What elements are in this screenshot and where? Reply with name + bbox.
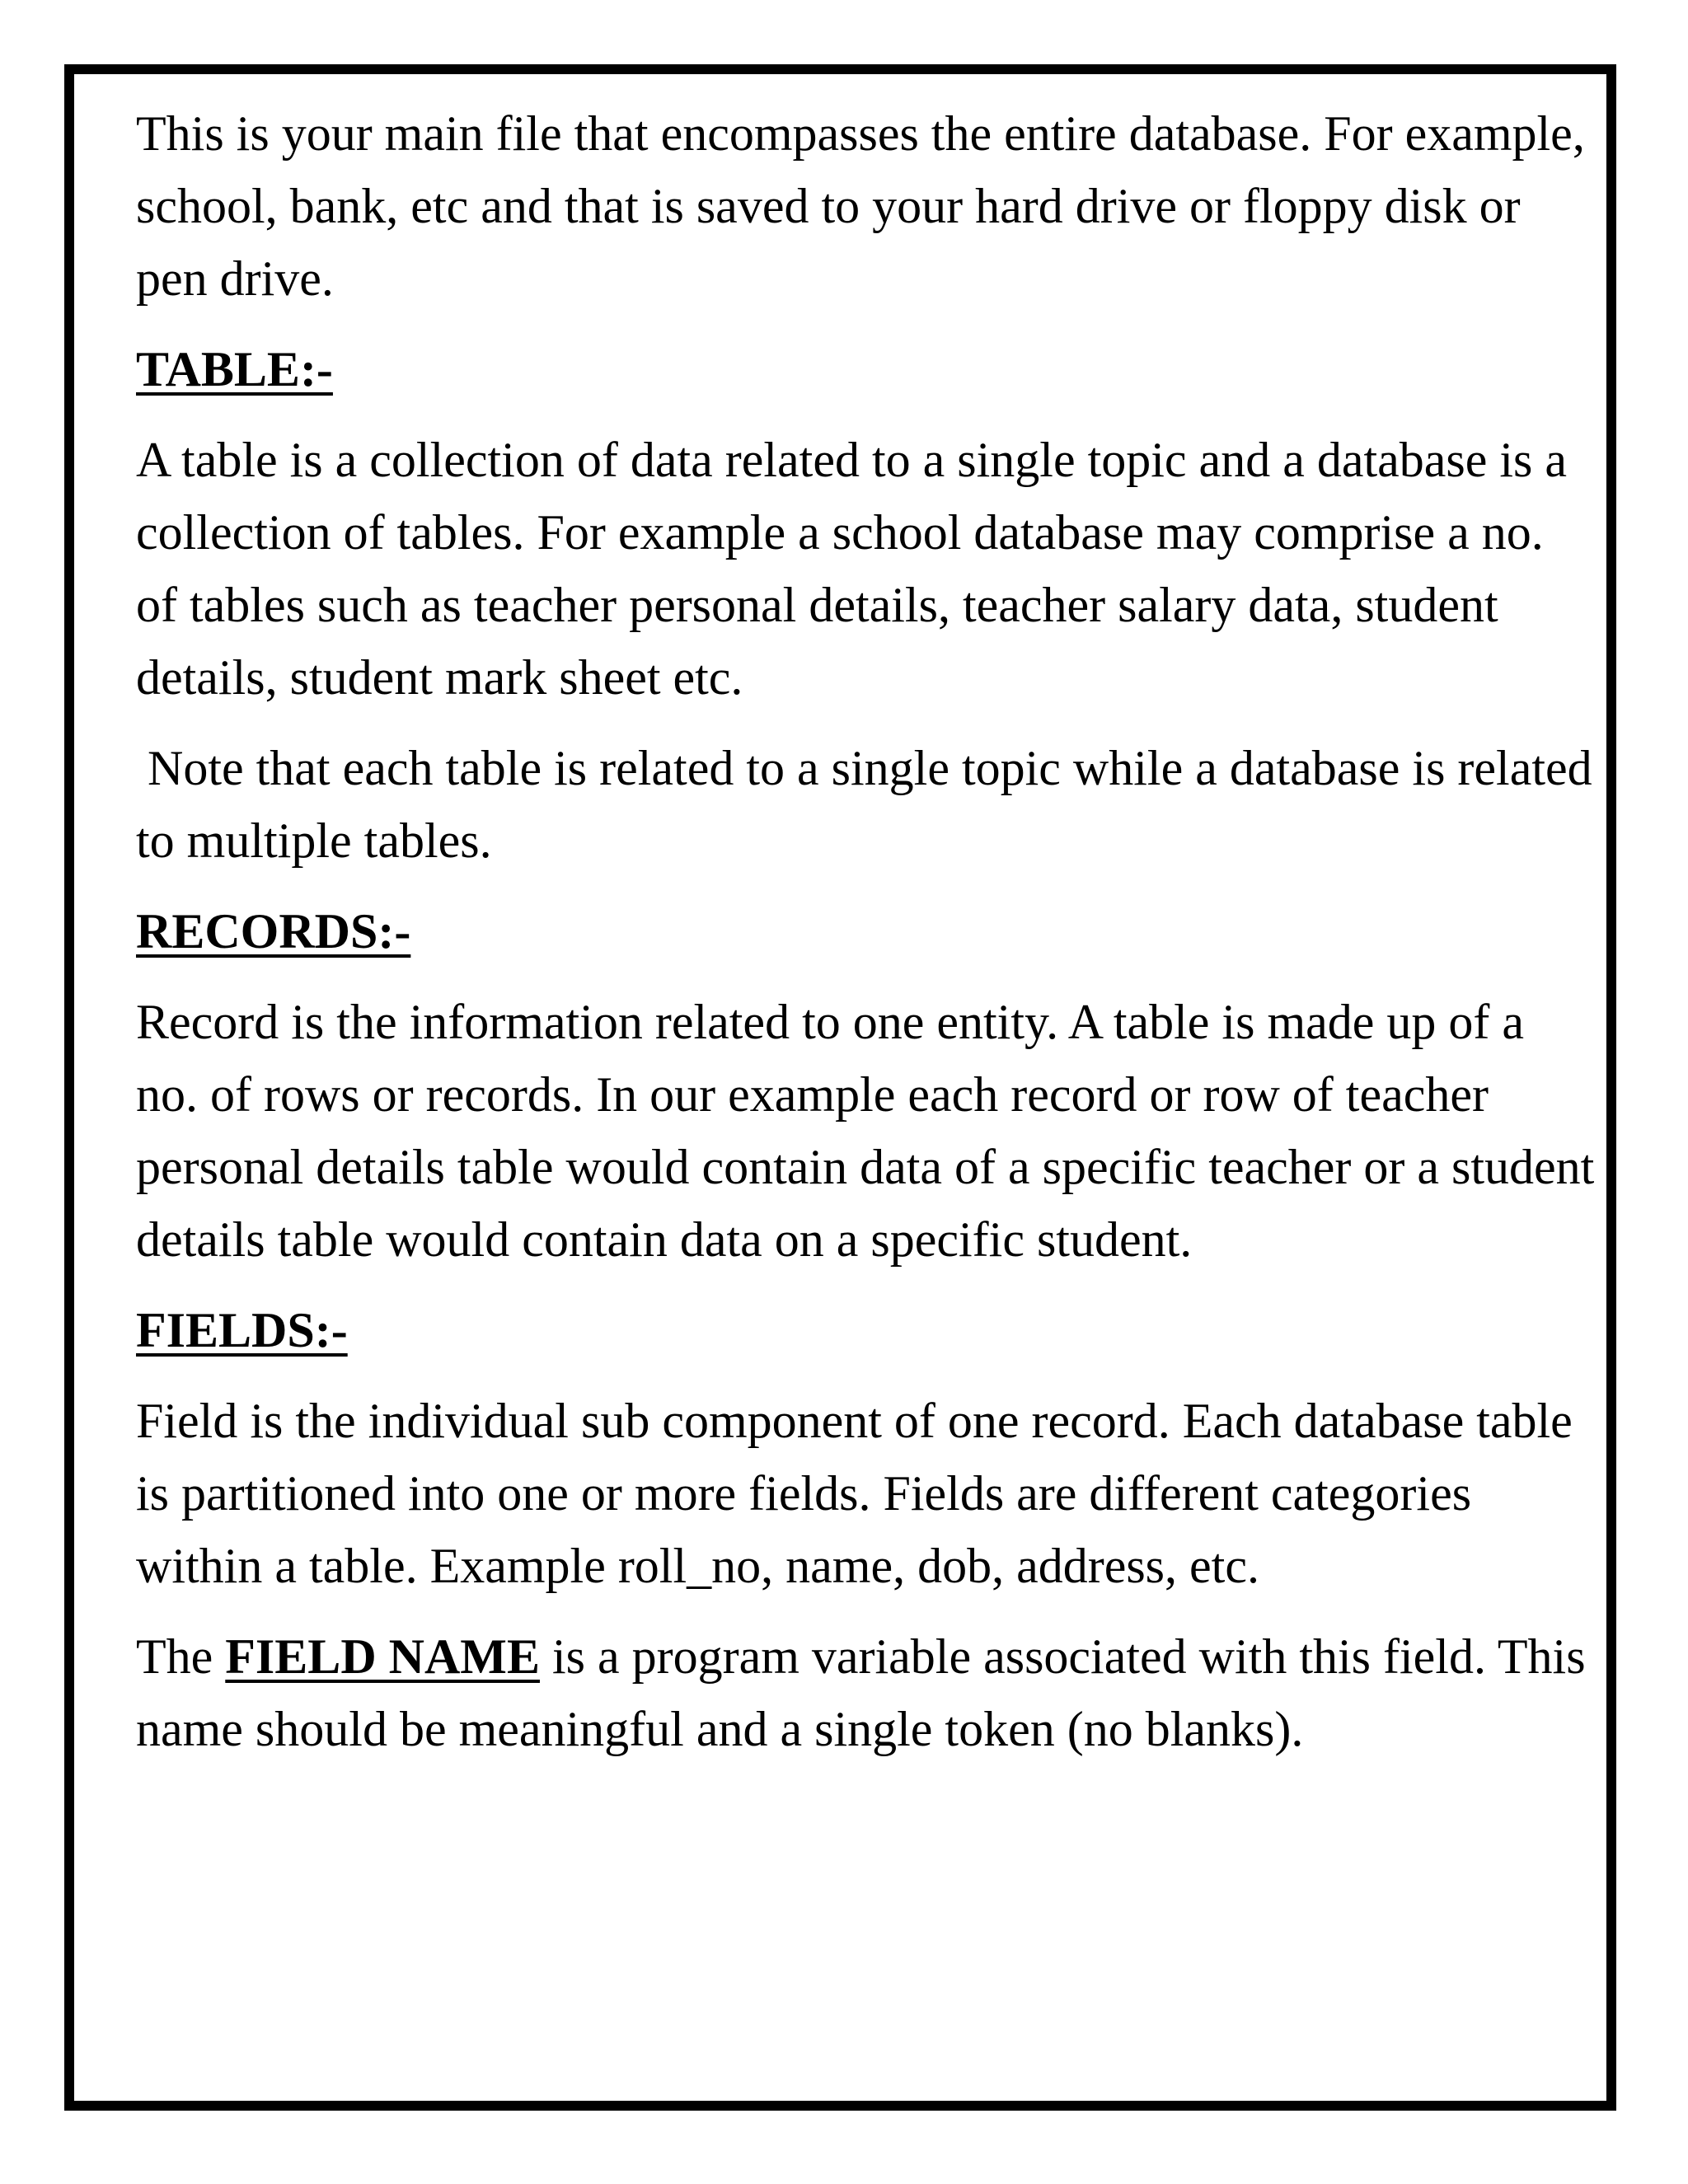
fields-heading: FIELDS:- [136, 1303, 348, 1357]
table-heading: TABLE:- [136, 342, 333, 396]
field-name-paragraph [136, 1620, 1595, 1765]
fields-paragraph: Field is the individual sub component of one record. Each database table is partitioned into one or more fields. Fields are different categories within a table. Example roll_no, name, dob, address, etc. [136, 1394, 1573, 1593]
field-name-suffix: is a program variable associated with this field. This name should be meaningful and a single token (no blanks). [136, 1629, 1586, 1756]
table-note-paragraph: Note that each table is related to a single topic while a database is related to multiple tables. [136, 741, 1592, 868]
table-paragraph: A table is a collection of data related to a single topic and a database is a collection of tables. For example a school database may comprise a no. of tables such as teacher personal details, teacher salary data, student details, student mark sheet etc. [136, 433, 1568, 705]
intro-paragraph: This is your main file that encompasses the entire database. For example, school, bank, etc and that is saved to your hard drive or floppy disk or pen drive. [136, 106, 1585, 306]
records-heading: RECORDS:- [136, 904, 411, 958]
document-body [136, 97, 1595, 1765]
field-name-prefix: The [136, 1629, 226, 1684]
records-paragraph: Record is the information related to one entity. A table is made up of a no. of rows or records. In our example each record or row of teacher personal details table would contain data of a specific teacher or a student details table would contain data on a specific student. [136, 995, 1595, 1267]
field-name-term: FIELD NAME [225, 1629, 540, 1684]
